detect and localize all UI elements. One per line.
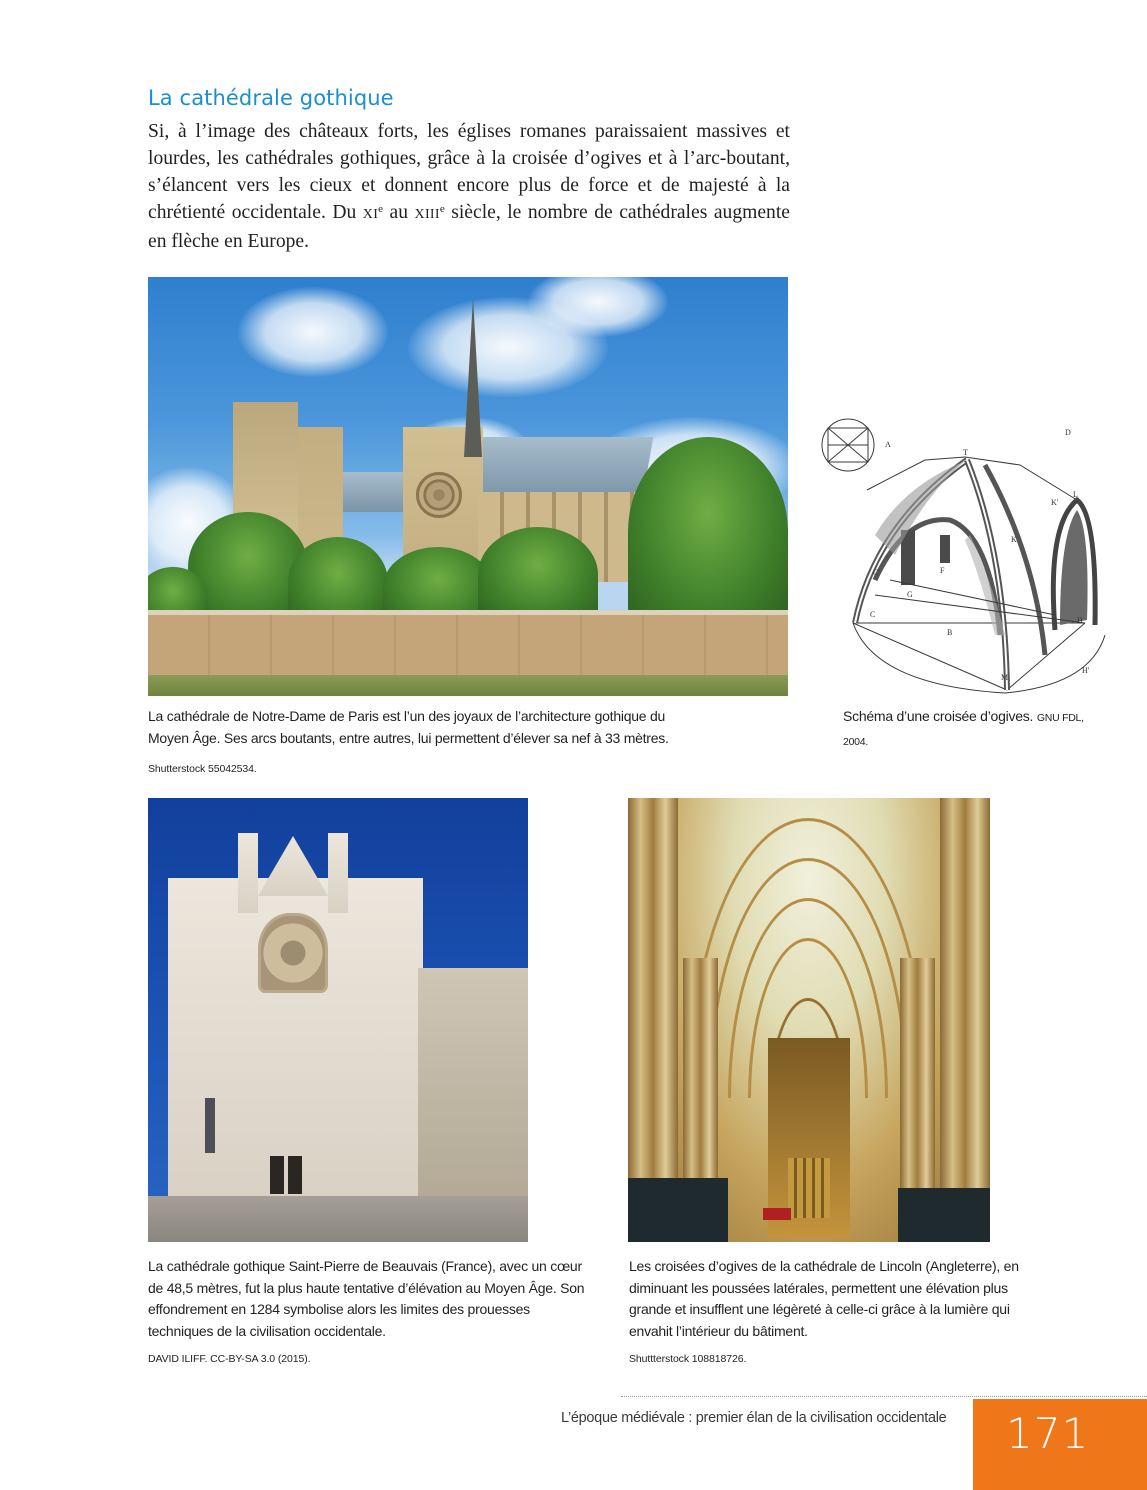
quay-wall xyxy=(148,615,788,679)
label-f: F xyxy=(940,566,945,575)
century-start: XI xyxy=(362,207,379,222)
intro-text-part1: Si, à l’image des châteaux forts, les églises romanes paraissaient massives et lourdes, les cathédrales gothiques, grâce à la croisée d’ogives et à l’arc-boutant, s’élancent vers les cieux et donnent encore plus de force et de majesté à la chrétienté occidentale. Du xyxy=(148,121,790,223)
label-k: K xyxy=(1011,535,1017,544)
label-a: A xyxy=(885,440,891,449)
label-t: T xyxy=(963,448,968,457)
diagram-caption-text: Schéma d’une croisée d’ogives. xyxy=(843,708,1034,724)
cloud xyxy=(238,287,388,377)
portal-door-left xyxy=(270,1156,284,1194)
century-end-sup: e xyxy=(439,203,445,215)
century-start-sup: e xyxy=(378,203,384,215)
label-m: M xyxy=(1001,673,1009,682)
lincoln-credit: Shuttterstock 108818726. xyxy=(629,1353,747,1365)
pinnacle-right xyxy=(328,833,348,913)
altar-red xyxy=(763,1208,791,1220)
lincoln-caption: Les croisées d’ogives de la cathédrale de Lincoln (Angleterre), en diminuant les poussées latérales, permettent une élévation plus grande et insufflent une légèreté à celle-ci grâce à la lumière qui envahit l’intérieur du bâtiment. xyxy=(629,1258,1019,1339)
beauvais-photo xyxy=(148,798,528,1242)
intro-paragraph xyxy=(148,118,790,255)
beauvais-caption: La cathédrale gothique Saint-Pierre de Beauvais (France), avec un cœur de 48,5 mètres, fut la plus haute tentative d’élévation au Moyen Âge. Son effondrement en 1284 symbolise alors les limites des prouesses techniques de la civilisation occidentale. xyxy=(148,1258,585,1339)
label-c-prime: C' xyxy=(873,568,880,577)
seats-left xyxy=(628,1178,728,1242)
rose-window xyxy=(416,472,462,518)
notre-dame-caption: La cathédrale de Notre-Dame de Paris est l’un des joyaux de l’architecture gothique du Moyen Âge. Ses arcs boutants, entre autres, lui permettent d’élever sa nef à 33 mètres. xyxy=(148,708,669,746)
column-left xyxy=(628,798,678,1242)
trees xyxy=(478,527,598,622)
diagram-caption xyxy=(843,706,1088,753)
label-h-prime: H' xyxy=(1082,666,1090,675)
century-end: XIII xyxy=(414,207,440,222)
rib-vault-drawing xyxy=(815,405,1110,697)
gable xyxy=(258,836,328,896)
notre-dame-credit: Shutterstock 55042534. xyxy=(148,763,257,775)
label-c: C xyxy=(870,610,876,619)
spire xyxy=(464,297,482,457)
trees xyxy=(628,437,788,627)
label-h: H xyxy=(1077,616,1083,625)
portal-door-right xyxy=(288,1156,302,1194)
label-b: B xyxy=(947,628,953,637)
footer-dotted-rule xyxy=(621,1396,1147,1397)
lincoln-photo xyxy=(628,798,990,1242)
choir-side xyxy=(418,968,528,1198)
rose-window xyxy=(258,913,328,993)
intro-text-part3: siècle, le nombre de cathédrales augmente en flèche en Europe. xyxy=(148,202,790,252)
diagram-credit: GNU FDL, 2004. xyxy=(843,712,1084,748)
window xyxy=(205,1098,215,1153)
beauvais-credit: DAVID ILIFF. CC-BY-SA 3.0 (2015). xyxy=(148,1353,311,1365)
page-number-box xyxy=(973,1399,1147,1490)
section-title: La cathédrale gothique xyxy=(148,86,394,110)
choir-roof xyxy=(473,437,654,497)
label-l: L xyxy=(1073,490,1078,499)
label-k-prime: K' xyxy=(1051,498,1059,507)
seats-right xyxy=(898,1188,990,1242)
pinnacle-left xyxy=(238,833,258,913)
label-d: D xyxy=(1065,428,1071,437)
label-g: G xyxy=(907,590,913,599)
rib-vault-diagram xyxy=(815,405,1110,697)
notre-dame-photo xyxy=(148,277,788,696)
intro-text-part2: au xyxy=(383,202,415,223)
seine-water xyxy=(148,675,788,696)
chapter-title: L’époque médiévale : premier élan de la civilisation occidentale xyxy=(561,1410,947,1426)
column-right xyxy=(940,798,990,1242)
page-number: 171 xyxy=(1006,1409,1090,1458)
organ xyxy=(788,1158,830,1218)
plaza xyxy=(148,1196,528,1242)
